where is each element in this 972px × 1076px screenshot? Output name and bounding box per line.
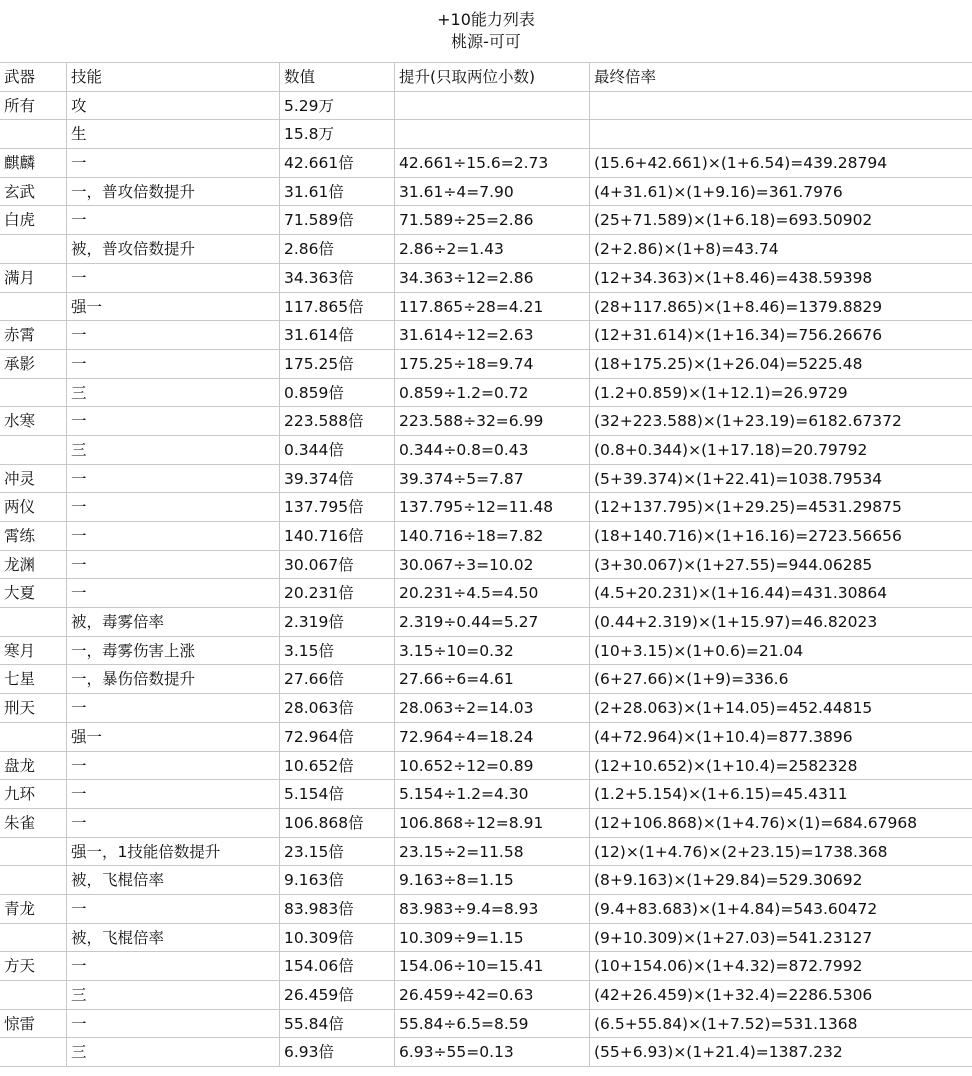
boost-cell — [395, 120, 590, 148]
skill-cell: 一 — [67, 465, 280, 493]
value-cell: 15.8万 — [280, 120, 395, 148]
value-cell: 0.859倍 — [280, 379, 395, 407]
final-cell: (0.8+0.344)×(1+17.18)=20.79792 — [594, 440, 868, 459]
final-cell: (6.5+55.84)×(1+7.52)=531.1368 — [594, 1014, 858, 1033]
table-row — [0, 608, 972, 637]
weapon-cell: 赤霄 — [0, 321, 67, 349]
skill-cell: 三 — [67, 981, 280, 1009]
skill-cell: 被，飞棍倍率 — [67, 924, 280, 952]
final-cell: (4+31.61)×(1+9.16)=361.7976 — [594, 182, 843, 201]
sheet-subtitle: 桃源-可可 — [451, 32, 521, 51]
table-row — [0, 551, 972, 580]
boost-cell: 23.15÷2=11.58 — [395, 838, 590, 866]
final-cell: (12+137.795)×(1+29.25)=4531.29875 — [594, 498, 902, 517]
skill-cell: 一 — [67, 809, 280, 837]
boost-cell — [395, 92, 590, 120]
boost-cell: 28.063÷2=14.03 — [395, 694, 590, 722]
weapon-cell: 所有 — [0, 92, 67, 120]
value-cell: 72.964倍 — [280, 723, 395, 751]
boost-cell: 55.84÷6.5=8.59 — [395, 1010, 590, 1038]
skill-cell: 一，暴伤倍数提升 — [67, 665, 280, 693]
weapon-cell: 寒月 — [0, 637, 67, 665]
final-cell: (15.6+42.661)×(1+6.54)=439.28794 — [594, 154, 888, 173]
skill-cell: 一 — [67, 551, 280, 579]
header-boost: 提升(只取两位小数) — [395, 63, 590, 91]
table-row — [0, 407, 972, 436]
header-weapon: 武器 — [0, 63, 67, 91]
value-cell: 31.614倍 — [280, 321, 395, 349]
value-cell: 154.06倍 — [280, 952, 395, 980]
weapon-cell — [0, 838, 67, 866]
boost-cell: 31.614÷12=2.63 — [395, 321, 590, 349]
table-row — [0, 120, 972, 149]
value-cell: 28.063倍 — [280, 694, 395, 722]
value-cell: 30.067倍 — [280, 551, 395, 579]
boost-cell: 0.344÷0.8=0.43 — [395, 436, 590, 464]
skill-cell: 一 — [67, 579, 280, 607]
value-cell: 223.588倍 — [280, 407, 395, 435]
weapon-cell — [0, 723, 67, 751]
skill-cell: 一，毒雾伤害上涨 — [67, 637, 280, 665]
table-row — [0, 838, 972, 867]
final-cell: (1.2+0.859)×(1+12.1)=26.9729 — [594, 383, 848, 402]
value-cell: 2.319倍 — [280, 608, 395, 636]
table-row — [0, 579, 972, 608]
table-row — [0, 895, 972, 924]
weapon-cell — [0, 235, 67, 263]
boost-cell: 27.66÷6=4.61 — [395, 665, 590, 693]
final-cell: (12+31.614)×(1+16.34)=756.26676 — [594, 326, 883, 345]
table-row — [0, 493, 972, 522]
table-row — [0, 694, 972, 723]
weapon-cell — [0, 293, 67, 321]
skill-cell: 一 — [67, 149, 280, 177]
value-cell: 2.86倍 — [280, 235, 395, 263]
weapon-cell — [0, 608, 67, 636]
boost-cell: 140.716÷18=7.82 — [395, 522, 590, 550]
weapon-cell — [0, 120, 67, 148]
value-cell: 71.589倍 — [280, 206, 395, 234]
final-cell: (1.2+5.154)×(1+6.15)=45.4311 — [594, 785, 848, 804]
table-row — [0, 350, 972, 379]
skill-cell: 被，普攻倍数提升 — [67, 235, 280, 263]
table-row — [0, 264, 972, 293]
skill-cell: 一 — [67, 206, 280, 234]
table-row — [0, 206, 972, 235]
skill-cell: 三 — [67, 1038, 280, 1066]
value-cell: 140.716倍 — [280, 522, 395, 550]
final-cell: (2+2.86)×(1+8)=43.74 — [594, 240, 779, 259]
final-cell: (28+117.865)×(1+8.46)=1379.8829 — [594, 297, 883, 316]
weapon-cell: 水寒 — [0, 407, 67, 435]
boost-cell: 83.983÷9.4=8.93 — [395, 895, 590, 923]
boost-cell: 117.865÷28=4.21 — [395, 293, 590, 321]
weapon-cell: 方天 — [0, 952, 67, 980]
final-cell: (6+27.66)×(1+9)=336.6 — [594, 670, 789, 689]
final-cell: (12+106.868)×(1+4.76)×(1)=684.67968 — [594, 813, 918, 832]
boost-cell: 5.154÷1.2=4.30 — [395, 780, 590, 808]
weapon-cell: 满月 — [0, 264, 67, 292]
boost-cell: 34.363÷12=2.86 — [395, 264, 590, 292]
final-cell — [590, 120, 972, 148]
table-row — [0, 92, 972, 121]
weapon-cell: 承影 — [0, 350, 67, 378]
skill-cell: 一 — [67, 493, 280, 521]
weapon-cell: 龙渊 — [0, 551, 67, 579]
value-cell: 6.93倍 — [280, 1038, 395, 1066]
value-cell: 117.865倍 — [280, 293, 395, 321]
boost-cell: 20.231÷4.5=4.50 — [395, 579, 590, 607]
final-cell: (10+154.06)×(1+4.32)=872.7992 — [594, 957, 863, 976]
final-cell: (55+6.93)×(1+21.4)=1387.232 — [594, 1043, 843, 1062]
boost-cell: 223.588÷32=6.99 — [395, 407, 590, 435]
value-cell: 5.29万 — [280, 92, 395, 120]
weapon-cell: 霄练 — [0, 522, 67, 550]
boost-cell: 0.859÷1.2=0.72 — [395, 379, 590, 407]
header-final: 最终倍率 — [594, 68, 657, 86]
weapon-cell — [0, 379, 67, 407]
table-row — [0, 952, 972, 981]
final-cell: (4.5+20.231)×(1+16.44)=431.30864 — [594, 584, 888, 603]
weapon-cell — [0, 436, 67, 464]
skill-cell: 一 — [67, 752, 280, 780]
boost-cell: 3.15÷10=0.32 — [395, 637, 590, 665]
final-cell: (25+71.589)×(1+6.18)=693.50902 — [594, 211, 873, 230]
skill-cell: 强一，1技能倍数提升 — [67, 838, 280, 866]
header-skill: 技能 — [67, 63, 280, 91]
weapon-cell: 惊雷 — [0, 1010, 67, 1038]
final-cell: (3+30.067)×(1+27.55)=944.06285 — [594, 555, 873, 574]
skill-cell: 一，普攻倍数提升 — [67, 178, 280, 206]
table-row — [0, 1038, 972, 1067]
final-cell: (4+72.964)×(1+10.4)=877.3896 — [594, 727, 853, 746]
final-cell: (2+28.063)×(1+14.05)=452.44815 — [594, 699, 873, 718]
table-row — [0, 780, 972, 809]
skill-cell: 一 — [67, 407, 280, 435]
skill-cell: 生 — [67, 120, 280, 148]
final-cell: (0.44+2.319)×(1+15.97)=46.82023 — [594, 613, 878, 632]
table-row — [0, 465, 972, 494]
boost-cell: 10.309÷9=1.15 — [395, 924, 590, 952]
value-cell: 83.983倍 — [280, 895, 395, 923]
skill-cell: 三 — [67, 379, 280, 407]
value-cell: 5.154倍 — [280, 780, 395, 808]
weapon-cell: 玄武 — [0, 178, 67, 206]
value-cell: 10.309倍 — [280, 924, 395, 952]
table-row — [0, 981, 972, 1010]
skill-cell: 三 — [67, 436, 280, 464]
weapon-cell: 白虎 — [0, 206, 67, 234]
value-cell: 27.66倍 — [280, 665, 395, 693]
final-cell: (8+9.163)×(1+29.84)=529.30692 — [594, 871, 863, 890]
table-row — [0, 809, 972, 838]
table-body — [0, 92, 972, 1067]
skill-cell: 一 — [67, 350, 280, 378]
table-row — [0, 924, 972, 953]
weapon-cell: 刑天 — [0, 694, 67, 722]
skill-cell: 强一 — [67, 723, 280, 751]
weapon-cell: 盘龙 — [0, 752, 67, 780]
final-cell — [590, 92, 972, 120]
skill-cell: 一 — [67, 895, 280, 923]
boost-cell: 2.86÷2=1.43 — [395, 235, 590, 263]
value-cell: 55.84倍 — [280, 1010, 395, 1038]
value-cell: 23.15倍 — [280, 838, 395, 866]
final-cell: (32+223.588)×(1+23.19)=6182.67372 — [594, 412, 902, 431]
table-row — [0, 752, 972, 781]
weapon-cell: 麒麟 — [0, 149, 67, 177]
table-row — [0, 235, 972, 264]
value-cell: 9.163倍 — [280, 866, 395, 894]
boost-cell: 175.25÷18=9.74 — [395, 350, 590, 378]
boost-cell: 71.589÷25=2.86 — [395, 206, 590, 234]
table-row — [0, 637, 972, 666]
table-row — [0, 723, 972, 752]
final-cell: (42+26.459)×(1+32.4)=2286.5306 — [594, 986, 873, 1004]
boost-cell: 9.163÷8=1.15 — [395, 866, 590, 894]
final-cell: (18+140.716)×(1+16.16)=2723.56656 — [594, 527, 902, 545]
skill-cell: 一 — [67, 321, 280, 349]
value-cell: 0.344倍 — [280, 436, 395, 464]
skill-cell: 一 — [67, 780, 280, 808]
value-cell: 31.61倍 — [280, 178, 395, 206]
table-row — [0, 149, 972, 178]
final-cell: (12+34.363)×(1+8.46)=438.59398 — [594, 268, 873, 287]
skill-cell: 一 — [67, 694, 280, 722]
final-cell: (9.4+83.683)×(1+4.84)=543.60472 — [594, 899, 878, 918]
skill-cell: 强一 — [67, 293, 280, 321]
value-cell: 34.363倍 — [280, 264, 395, 292]
value-cell: 42.661倍 — [280, 149, 395, 177]
boost-cell: 137.795÷12=11.48 — [395, 493, 590, 521]
value-cell: 3.15倍 — [280, 637, 395, 665]
boost-cell: 30.067÷3=10.02 — [395, 551, 590, 579]
value-cell: 20.231倍 — [280, 579, 395, 607]
weapon-cell: 大夏 — [0, 579, 67, 607]
boost-cell: 154.06÷10=15.41 — [395, 952, 590, 980]
value-cell: 175.25倍 — [280, 350, 395, 378]
weapon-cell — [0, 1038, 67, 1066]
weapon-cell: 两仪 — [0, 493, 67, 521]
boost-cell: 26.459÷42=0.63 — [395, 981, 590, 1009]
header-value: 数值 — [280, 63, 395, 91]
value-cell: 10.652倍 — [280, 752, 395, 780]
skill-cell: 一 — [67, 264, 280, 292]
boost-cell: 2.319÷0.44=5.27 — [395, 608, 590, 636]
table-row — [0, 321, 972, 350]
skill-cell: 一 — [67, 1010, 280, 1038]
table-row — [0, 1010, 972, 1039]
table-row — [0, 379, 972, 408]
table-row — [0, 522, 972, 551]
table-row — [0, 436, 972, 465]
skill-cell: 被，飞棍倍率 — [67, 866, 280, 894]
weapon-cell — [0, 866, 67, 894]
final-cell: (5+39.374)×(1+22.41)=1038.79534 — [594, 469, 883, 488]
boost-cell: 106.868÷12=8.91 — [395, 809, 590, 837]
skill-cell: 一 — [67, 952, 280, 980]
boost-cell: 39.374÷5=7.87 — [395, 465, 590, 493]
boost-cell: 6.93÷55=0.13 — [395, 1038, 590, 1066]
value-cell: 39.374倍 — [280, 465, 395, 493]
final-cell: (9+10.309)×(1+27.03)=541.23127 — [594, 928, 873, 947]
table-row — [0, 665, 972, 694]
sheet-title: +10能力列表 — [437, 10, 535, 29]
weapon-cell — [0, 924, 67, 952]
weapon-cell — [0, 981, 67, 1009]
final-cell: (12)×(1+4.76)×(2+23.15)=1738.368 — [594, 842, 888, 861]
weapon-cell: 冲灵 — [0, 465, 67, 493]
skill-cell: 一 — [67, 522, 280, 550]
value-cell: 137.795倍 — [280, 493, 395, 521]
boost-cell: 72.964÷4=18.24 — [395, 723, 590, 751]
table-row — [0, 293, 972, 322]
final-cell: (10+3.15)×(1+0.6)=21.04 — [594, 641, 804, 660]
header-row — [0, 63, 972, 92]
value-cell: 26.459倍 — [280, 981, 395, 1009]
table-row — [0, 866, 972, 895]
weapon-cell: 青龙 — [0, 895, 67, 923]
table-row — [0, 178, 972, 207]
weapon-cell: 朱雀 — [0, 809, 67, 837]
weapon-cell: 九环 — [0, 780, 67, 808]
boost-cell: 42.661÷15.6=2.73 — [395, 149, 590, 177]
skill-cell: 攻 — [67, 92, 280, 120]
boost-cell: 31.61÷4=7.90 — [395, 178, 590, 206]
final-cell: (18+175.25)×(1+26.04)=5225.48 — [594, 354, 863, 373]
skill-cell: 被，毒雾倍率 — [67, 608, 280, 636]
value-cell: 106.868倍 — [280, 809, 395, 837]
title-block — [0, 0, 972, 63]
final-cell: (12+10.652)×(1+10.4)=2582328 — [594, 756, 858, 775]
weapon-cell: 七星 — [0, 665, 67, 693]
boost-cell: 10.652÷12=0.89 — [395, 752, 590, 780]
